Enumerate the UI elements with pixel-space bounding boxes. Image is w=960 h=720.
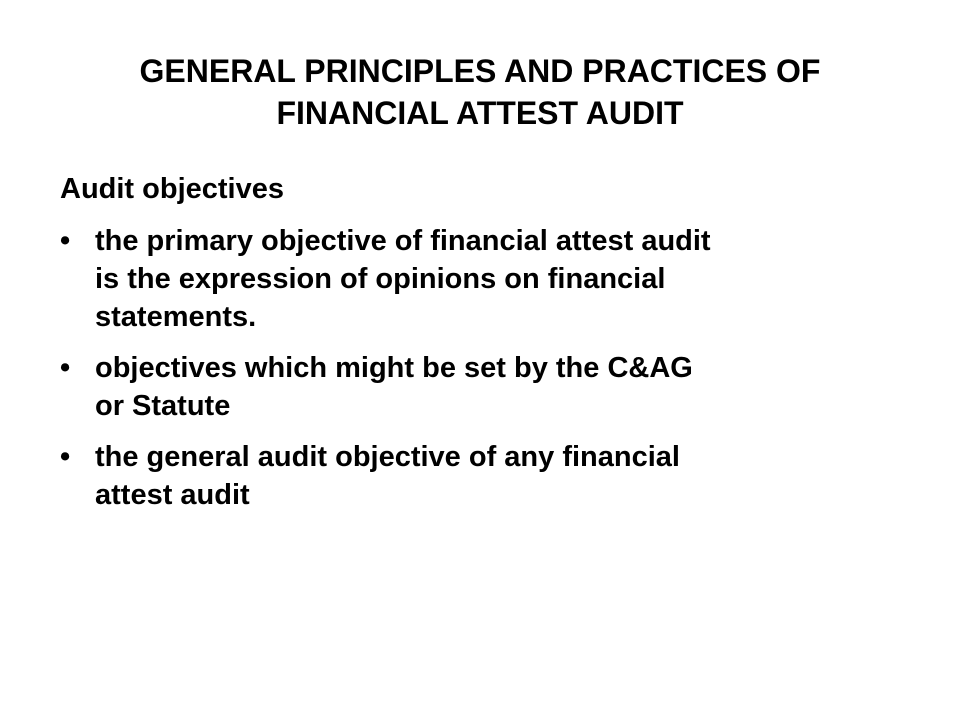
bullet-line: attest audit — [95, 479, 250, 511]
title-line-2: FINANCIAL ATTEST AUDIT — [276, 95, 684, 131]
bullet-item — [60, 222, 900, 336]
bullet-icon: • — [60, 352, 71, 384]
bullet-line: the primary objective of financial attest audit — [95, 225, 711, 257]
bullet-text — [95, 438, 900, 514]
bullet-text — [95, 222, 900, 336]
bullet-line: objectives which might be set by the C&AG — [95, 352, 693, 384]
bullet-icon: • — [60, 225, 71, 257]
bullet-icon: • — [60, 441, 71, 473]
bullet-line: statements. — [95, 301, 257, 333]
bullet-line: the general audit objective of any financial — [95, 441, 680, 473]
bullet-list — [60, 222, 900, 514]
bullet-text — [95, 349, 900, 425]
slide-body — [60, 170, 900, 527]
section-heading: Audit objectives — [60, 173, 284, 205]
bullet-item — [60, 438, 900, 514]
bullet-line: or Statute — [95, 390, 231, 422]
slide-title — [60, 50, 900, 134]
bullet-line: is the expression of opinions on financial — [95, 263, 666, 295]
title-line-1: GENERAL PRINCIPLES AND PRACTICES OF — [139, 53, 821, 89]
bullet-item — [60, 349, 900, 425]
